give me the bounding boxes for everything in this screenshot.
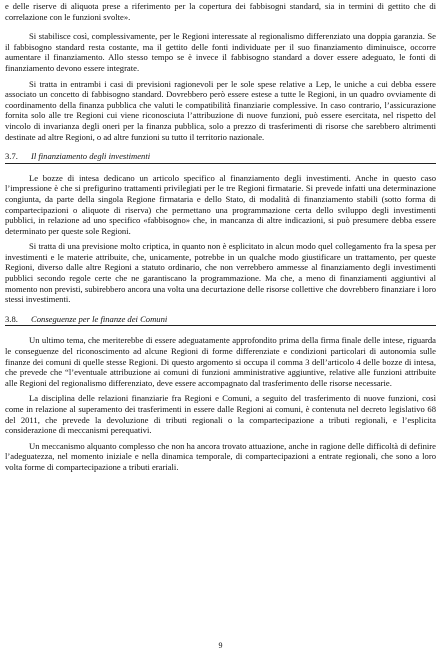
paragraph-investments-article: Le bozze di intesa dedicano un articolo specifico al finanziamento degli investimenti. Anche in questo caso l’impressione è che si prefigurino trattamenti privilegiati per le tre Regioni firmatarie. Si prevede infatti una determinazione congiunta, da parte della singola Regione firmataria e dello Stato, di modalità di finanziamento stabili (sotto forma di compartecipazioni o aliquote di riserva) che permettano una programmazione certa dello sviluppo degli investimenti pubblici, in relazione ad uno specifico «fabbisogno» che, in mancanza di altre indicazioni, si può presumere debba essere determinato per queste sole Regioni. [5,172,436,236]
section-number: 3.8. [5,313,18,324]
paragraph-municipal-finances: Un ultimo tema, che meriterebbe di essere adeguatamente approfondito prima della firma finale delle intese, riguarda le conseguenze del riconoscimento ad alcune Regioni di forme differenziate e condizioni particolari di autonomia sulle finanze dei comuni di quelle stesse Regioni. Di questo argomento si occupa il comma 3 dell’articolo 4 delle bozze di intesa, che prevede che “l’eventuale attribuzione ai comuni di funzioni amministrative aggiuntive, relative alle funzioni attribuite alle Regioni del regionalismo differenziato, deve essere accompagnato dal trasferimento delle risorse necessarie. [5,335,436,388]
section-title: Il finanziamento degli investimenti [31,151,151,162]
paragraph-double-guarantee: Si stabilisce così, complessivamente, per le Regioni interessate al regionalismo differenziato una doppia garanzia. Se il fabbisogno standard resta costante, ma il gettito delle fonti individuate per il suo finanziamento diminuisce, occorre aumentare il finanziamento. Allo stesso tempo se è invece il fabbisogno standard a dover essere adeguato, le fonti di finanziamento devono essere integrate. [5,31,436,73]
section-heading-3-8 [5,314,436,327]
paragraph-cryptic-provision: Si tratta di una previsione molto criptica, in quanto non è esplicitato in alcun modo quel collegamento fra la spesa per investimenti e le materie attribuite, che, unicamente, potrebbe in un qualche modo giustificare un trattamento, per queste Regioni, diverso dalle altre Regioni a statuto ordinario, che non verrebbero ammesse al finanziamento degli investimenti pubblici secondo regole certe che ne garantiscano la programmazione. Ma che, a meno di finanziamenti aggiuntivi al momento non previsti, subirebbero ancora una volta una decurtazione delle risorse collettive che dovrebbero finanziare i loro stessi investimenti. [5,241,436,305]
section-title: Conseguenze per le finanze dei Comuni [31,313,168,324]
paragraph-regions-municipalities: La disciplina delle relazioni finanziarie fra Regioni e Comuni, a seguito del trasferimento di nuove funzioni, così come in relazione al superamento dei trasferimenti in essere dalle Regioni ai comuni, è contenuta nel decreto legislativo 68 del 2011, che prevede la devoluzione di tributi regionali o la compartecipazione a tributi regionali, e l’esplicita considerazione di meccanismi perequativi. [5,393,436,436]
section-heading-3-7 [5,151,436,164]
paragraph-complex-mechanism: Un meccanismo alquanto complesso che non ha ancora trovato attuazione, anche in ragione delle difficoltà di definire l’adeguatezza, nel momento iniziale e nella dinamica temporale, di compartecipazioni a entrate regionali, che sono a loro volta forme di compartecipazione a tributi erariali. [5,440,436,472]
paragraph-continuation: e delle riserve di aliquota prese a riferimento per la copertura dei fabbisogni standard, sia in termini di gettito che di correlazione con le funzioni svolte». [5,1,436,22]
page-number: 9 [218,641,223,650]
section-number: 3.7. [5,151,18,162]
paragraph-reasonable-provisions: Si tratta in entrambi i casi di previsioni ragionevoli per le sole spese relative a Lep, le uniche a cui debba essere associato un concetto di fabbisogno standard. Dovrebbero però essere estese a tutte le Regioni, in un quadro ovviamente di coordinamento della finanza pubblica che valuti le compatibilità finanziarie complessive. In caso contrario, l’assicurazione fornita solo alle tre Regioni cui viene riconosciuta l’attribuzione di nuove funzioni, può essere esercitata, nel rispetto del vincolo di invarianza degli oneri per la finanza pubblica, solo a prezzo di trasferimenti di risorse che sarebbero altrimenti destinate ad altre Regioni, o ad altre funzioni su tutto il territorio nazionale. [5,78,436,142]
